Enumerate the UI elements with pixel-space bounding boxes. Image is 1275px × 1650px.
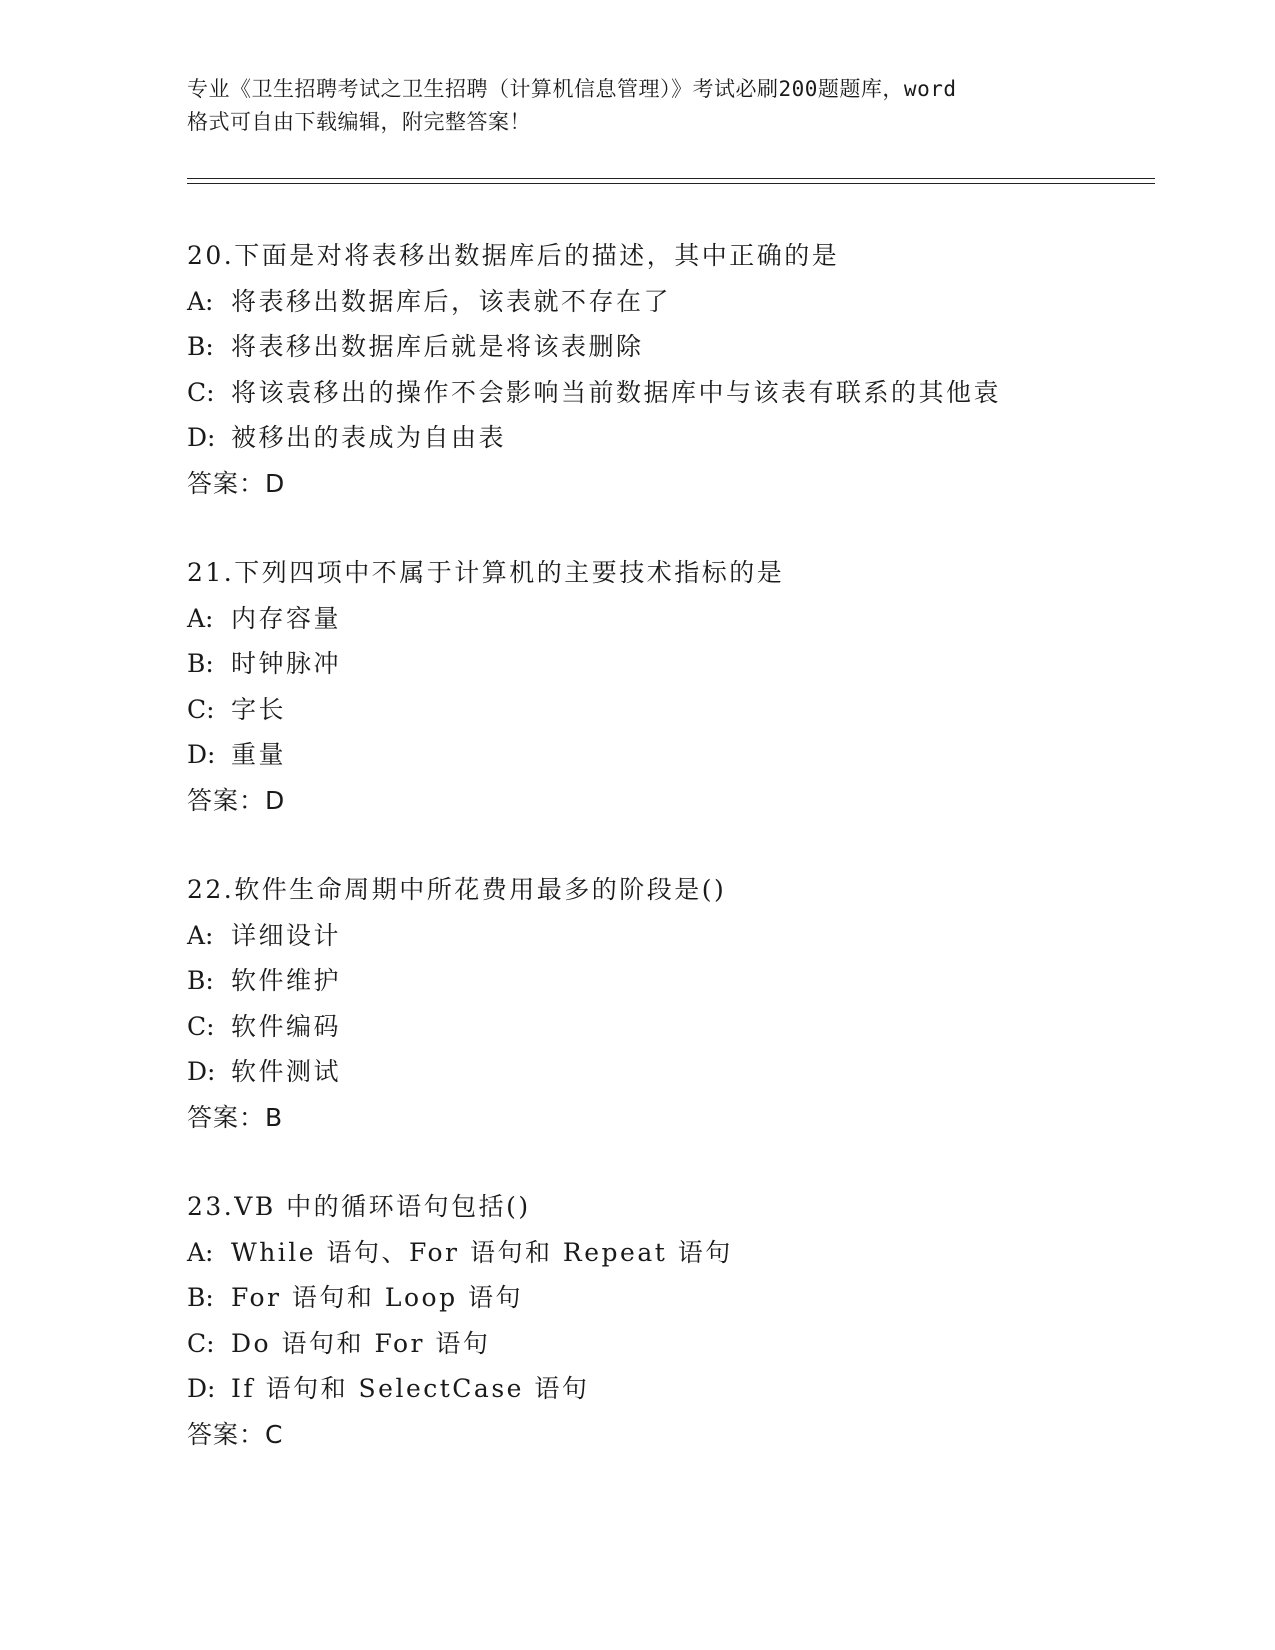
option-letter: B:: [187, 649, 214, 678]
option-text: 重量: [231, 740, 287, 769]
option-letter: C:: [187, 1011, 215, 1041]
option-a: [187, 913, 1167, 959]
option-c: [187, 687, 1167, 733]
option-text: 将表移出数据库后，该表就不存在了: [231, 286, 672, 316]
question-22: [187, 867, 1167, 1140]
option-b: [187, 1275, 1167, 1321]
option-text: 内存容量: [231, 603, 342, 633]
header-line-1: 专业《卫生招聘考试之卫生招聘（计算机信息管理）》考试必刷200题题库，word: [187, 77, 957, 101]
header-divider-top: [187, 178, 1155, 179]
answer-line: 答案：D: [187, 468, 286, 498]
question-20: [187, 233, 1167, 506]
question-title: 22.软件生命周期中所花费用最多的阶段是(): [187, 875, 727, 904]
option-b: [187, 324, 1167, 370]
option-text: 软件测试: [231, 1057, 342, 1086]
option-a: [187, 1230, 1167, 1276]
option-letter: C:: [187, 694, 215, 724]
question-title: 21.下列四项中不属于计算机的主要技术指标的是: [187, 558, 785, 587]
option-b: [187, 958, 1167, 1004]
option-c: [187, 370, 1167, 416]
option-a: [187, 596, 1167, 642]
option-text: 详细设计: [231, 920, 342, 950]
question-title: 20.下面是对将表移出数据库后的描述，其中正确的是: [187, 241, 840, 270]
option-letter: D:: [187, 423, 216, 452]
header-line-2: 格式可自由下载编辑，附完整答案！: [187, 110, 531, 134]
option-letter: B:: [187, 1283, 214, 1312]
option-text: Do 语句和 For 语句: [231, 1328, 491, 1358]
option-letter: A:: [187, 920, 214, 950]
document-header: [187, 73, 1107, 139]
option-letter: D:: [187, 740, 216, 769]
option-b: [187, 641, 1167, 687]
option-text: While 语句、For 语句和 Repeat 语句: [231, 1237, 733, 1267]
option-d: [187, 732, 1167, 778]
option-a: [187, 279, 1167, 325]
option-text: 软件编码: [231, 1011, 342, 1041]
option-letter: C:: [187, 1328, 215, 1358]
question-list: [187, 233, 1167, 1501]
option-letter: A:: [187, 286, 214, 316]
answer-line: 答案：C: [187, 1419, 284, 1449]
option-c: [187, 1321, 1167, 1367]
option-letter: C:: [187, 377, 215, 407]
option-text: 将表移出数据库后就是将该表删除: [231, 332, 644, 361]
option-text: 软件维护: [231, 966, 342, 995]
question-21: [187, 550, 1167, 823]
option-letter: A:: [187, 603, 214, 633]
answer-line: 答案：D: [187, 785, 286, 815]
option-text: For 语句和 Loop 语句: [231, 1283, 524, 1312]
option-letter: A:: [187, 1237, 214, 1267]
option-text: 字长: [231, 694, 287, 724]
option-text: 时钟脉冲: [231, 649, 342, 678]
option-d: [187, 1366, 1167, 1412]
answer-line: 答案：B: [187, 1102, 284, 1132]
option-text: 将该袁移出的操作不会影响当前数据库中与该表有联系的其他袁: [231, 377, 1002, 407]
option-text: If 语句和 SelectCase 语句: [231, 1374, 590, 1403]
question-title: 23.VB 中的循环语句包括(): [187, 1192, 531, 1221]
option-text: 被移出的表成为自由表: [231, 423, 507, 452]
option-d: [187, 1049, 1167, 1095]
option-c: [187, 1004, 1167, 1050]
option-letter: B:: [187, 966, 214, 995]
question-23: [187, 1184, 1167, 1457]
option-letter: D:: [187, 1374, 216, 1403]
option-letter: B:: [187, 332, 214, 361]
header-divider-bottom: [187, 183, 1155, 184]
option-letter: D:: [187, 1057, 216, 1086]
option-d: [187, 415, 1167, 461]
